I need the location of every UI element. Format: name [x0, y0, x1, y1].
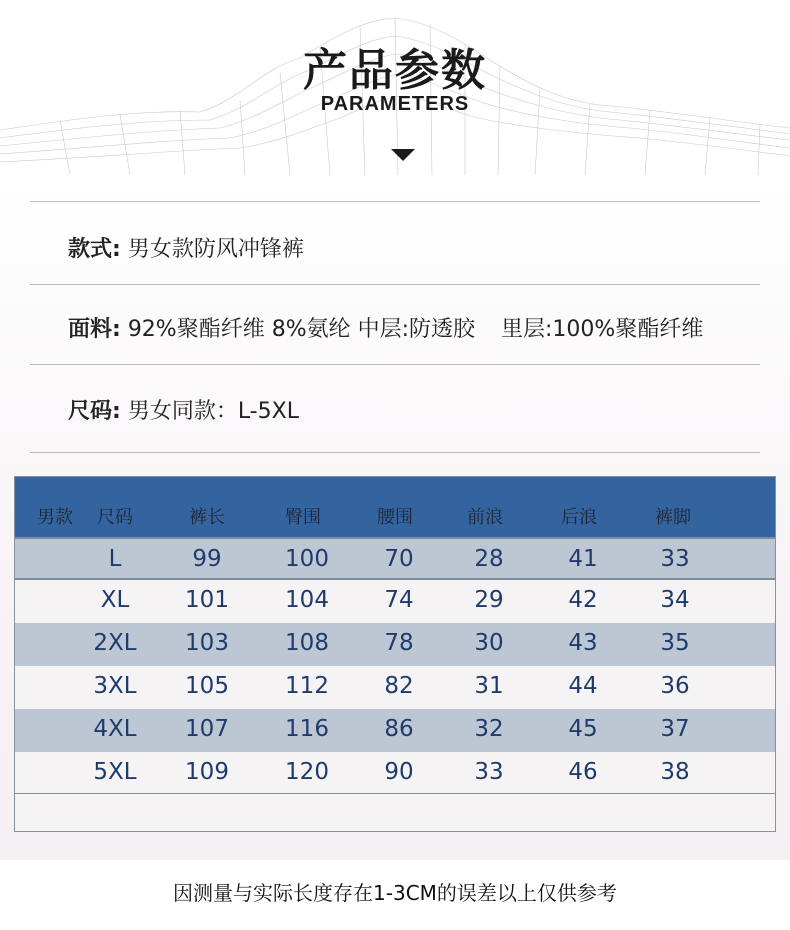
table-header	[15, 477, 775, 537]
table-cell: 116	[285, 716, 329, 742]
divider	[30, 364, 760, 365]
table-cell: 31	[474, 673, 504, 699]
table-row	[15, 623, 775, 666]
table-cell: 3XL	[93, 673, 137, 699]
table-cell: 30	[474, 630, 504, 656]
table-cell: 109	[185, 759, 229, 785]
table-divider	[15, 793, 775, 794]
table-header-cell: 臀围	[285, 507, 321, 528]
table-cell: 4XL	[93, 716, 137, 742]
fabric-row	[68, 312, 703, 343]
table-cell: 101	[185, 587, 229, 613]
table-cell: 32	[474, 716, 504, 742]
page-title-en: PARAMETERS	[320, 93, 470, 115]
table-cell: 86	[384, 716, 414, 742]
table-row	[15, 580, 775, 623]
table-cell: 38	[660, 759, 690, 785]
table-header-cell: 尺码	[97, 507, 133, 528]
table-header-cell: 裤长	[189, 507, 225, 528]
table-cell: 74	[384, 587, 414, 613]
table-cell: L	[108, 546, 122, 572]
table-cell: 28	[474, 546, 504, 572]
table-cell: 44	[568, 673, 598, 699]
table-cell: 70	[384, 546, 414, 572]
table-cell: 33	[660, 546, 690, 572]
table-cell: 78	[384, 630, 414, 656]
table-cell: 41	[568, 546, 598, 572]
table-header-cell: 裤脚	[655, 507, 691, 528]
table-cell: 37	[660, 716, 690, 742]
table-cell: 82	[384, 673, 414, 699]
table-cell: 42	[568, 587, 598, 613]
size-label: 尺码:	[68, 399, 121, 424]
table-cell: 2XL	[93, 630, 137, 656]
table-cell: 43	[568, 630, 598, 656]
table-cell: 100	[285, 546, 329, 572]
table-cell: 105	[185, 673, 229, 699]
size-table	[14, 476, 776, 832]
table-header-cell: 男款	[37, 507, 73, 528]
divider	[30, 284, 760, 285]
table-row	[15, 666, 775, 709]
table-cell: 112	[285, 673, 329, 699]
page-title-cn: 产品参数	[303, 45, 487, 96]
table-cell: 107	[185, 716, 229, 742]
table-cell: 36	[660, 673, 690, 699]
table-row	[15, 537, 775, 580]
style-value: 男女款防风冲锋裤	[127, 237, 304, 262]
style-label: 款式:	[68, 237, 121, 262]
table-cell: 99	[192, 546, 222, 572]
table-cell: 5XL	[93, 759, 137, 785]
measurement-note: 因测量与实际长度存在1-3CM的误差以上仅供参考	[173, 881, 617, 905]
table-cell: 33	[474, 759, 504, 785]
table-row	[15, 709, 775, 752]
table-header-cell: 前浪	[467, 507, 503, 528]
table-cell: XL	[100, 587, 130, 613]
table-row	[15, 752, 775, 795]
size-value: 男女同款：L-5XL	[127, 399, 299, 424]
style-row	[68, 232, 304, 263]
table-header-cell: 后浪	[561, 507, 597, 528]
table-header-cell: 腰围	[377, 507, 413, 528]
down-arrow-icon	[391, 149, 415, 161]
table-cell: 34	[660, 587, 690, 613]
divider	[30, 201, 760, 202]
table-cell: 90	[384, 759, 414, 785]
fabric-value: 92%聚酯纤维 8%氨纶 中层:防透胶	[127, 317, 476, 342]
fabric-label: 面料:	[68, 317, 121, 342]
table-cell: 103	[185, 630, 229, 656]
divider	[30, 452, 760, 453]
table-cell: 104	[285, 587, 329, 613]
table-cell: 120	[285, 759, 329, 785]
table-cell: 45	[568, 716, 598, 742]
table-cell: 35	[660, 630, 690, 656]
size-row	[68, 394, 299, 425]
fabric-lining: 里层:100%聚酯纤维	[501, 317, 704, 342]
table-cell: 46	[568, 759, 598, 785]
table-cell: 29	[474, 587, 504, 613]
table-cell: 108	[285, 630, 329, 656]
